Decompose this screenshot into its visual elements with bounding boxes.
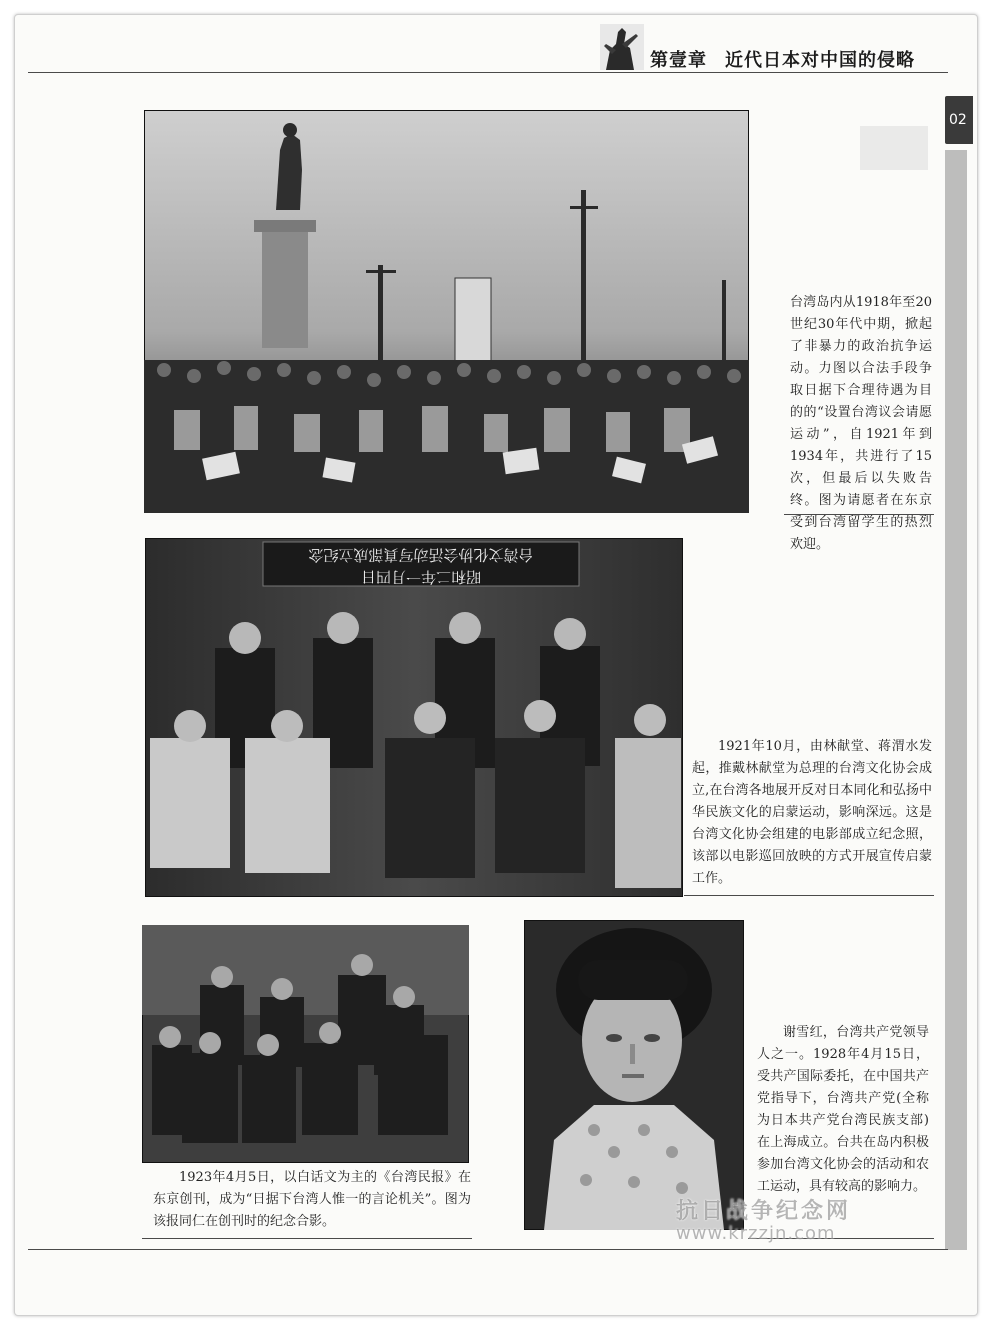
bleed-through-block bbox=[860, 126, 928, 170]
caption-portrait: 谢雪红，台湾共产党领导人之一。1928年4月15日，受共产国际委托，在中国共产党指导下，台湾共产党(全称为日本共产党台湾民族支部)在上海成立。台共在岛内积极参加台湾文化协会的活动和农工运动，具有较高的影响力。 bbox=[757, 1025, 929, 1194]
photo-film-department bbox=[145, 538, 683, 897]
caption-rule bbox=[784, 514, 934, 515]
page-number-tab: 02 bbox=[945, 96, 973, 144]
banner-line-2: 昭和二年一月四日 bbox=[360, 568, 482, 586]
watermark-title: 抗日战争纪念网 bbox=[676, 1199, 852, 1224]
footer-rule bbox=[28, 1249, 948, 1250]
page-edge-strip bbox=[945, 150, 967, 1250]
header-rule bbox=[28, 72, 948, 73]
chapter-number: 第壹章 bbox=[650, 50, 707, 71]
statue-icon bbox=[600, 24, 644, 70]
caption-petition: 台湾岛内从1918年至20世纪30年代中期，掀起了非暴力的政治抗争运动。力图以合法手段争取日据下合理待遇为目的的“设置台湾议会请愿运动”，自1921年到1934年，共进行了15次，但最后以失败告终。图为请愿者在东京受到台湾留学生的热烈欢迎。 bbox=[790, 295, 932, 552]
caption-rule bbox=[142, 1238, 472, 1239]
site-watermark bbox=[676, 1194, 851, 1244]
banner-line-1: 台湾文化协会活动写真部成立纪念 bbox=[308, 546, 534, 564]
chapter-title: 近代日本对中国的侵略 bbox=[725, 50, 915, 71]
watermark-url: www.krzzjn.com bbox=[676, 1223, 836, 1244]
caption-rule bbox=[684, 895, 934, 896]
photo-petition-crowd bbox=[144, 110, 749, 513]
caption-newspaper: 1923年4月5日，以白话文为主的《台湾民报》在东京创刊，成为“日据下台湾人惟一的言论机关”。图为该报同仁在创刊时的纪念合影。 bbox=[153, 1170, 471, 1229]
photo-newspaper-staff bbox=[142, 925, 469, 1163]
chapter-header bbox=[650, 46, 915, 72]
caption-film-department: 1921年10月，由林献堂、蒋渭水发起，推戴林献堂为总理的台湾文化协会成立,在台湾各地展开反对日本同化和弘扬中华民族文化的启蒙运动，影响深远。这是台湾文化协会组建的电影部成立纪念照，该部以电影巡回放映的方式开展宣传启蒙工作。 bbox=[692, 739, 932, 886]
photo-portrait bbox=[524, 920, 744, 1230]
